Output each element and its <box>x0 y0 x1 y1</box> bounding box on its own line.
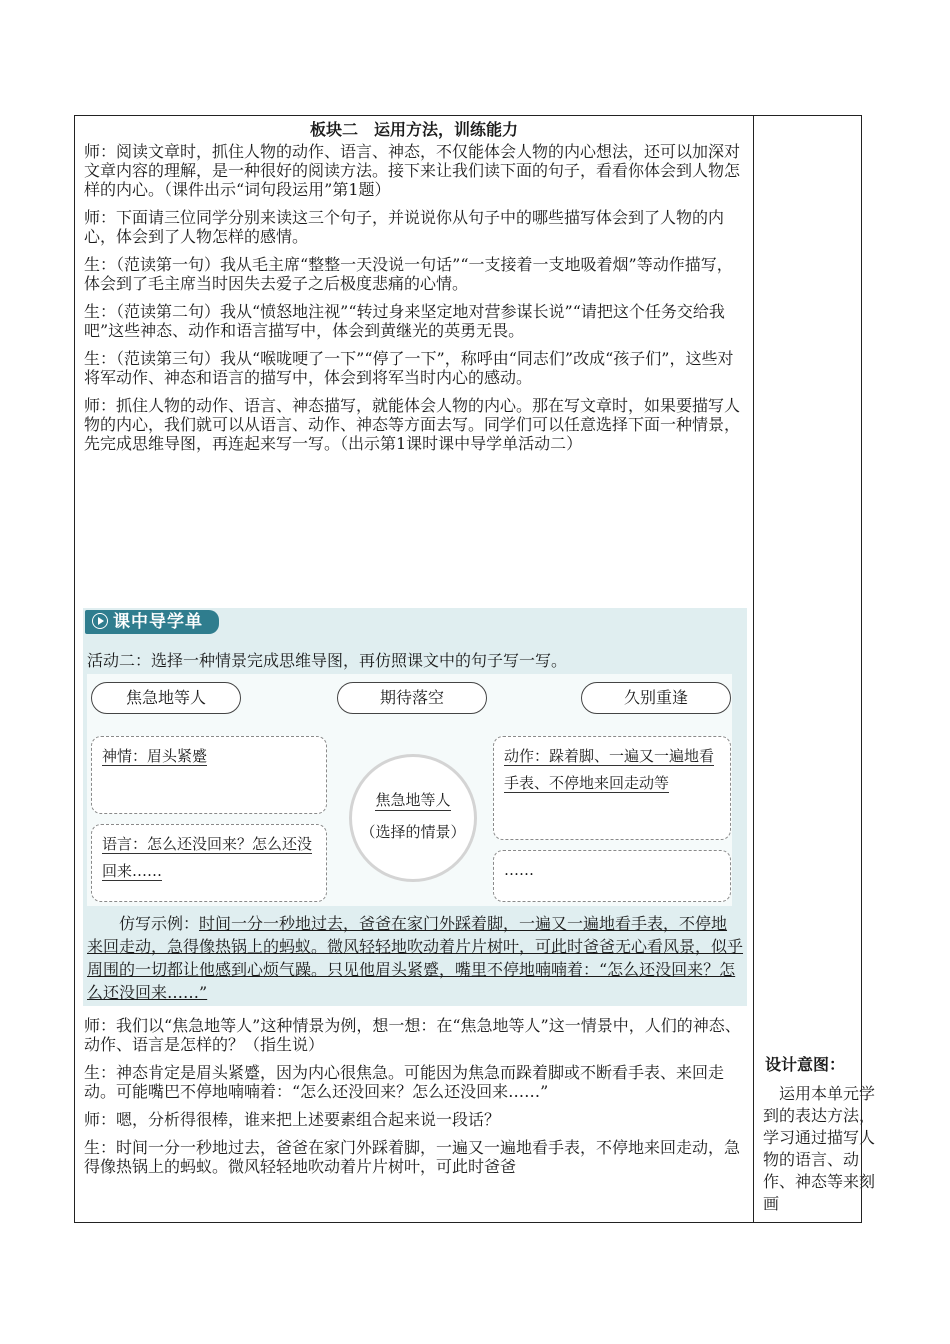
paragraph: 师：阅读文章时，抓住人物的动作、语言、神态，不仅能体会人物的内心想法，还可以加深对文章内容的理解，是一种很好的阅读方法。接下来让我们读下面的句子，看看你体会到人物怎样的内心。（课件出示“词句段运用”第1题） <box>84 142 741 199</box>
section-title: 板块二 运用方法，训练能力 <box>309 120 518 139</box>
paragraph: 师：我们以“焦急地等人”这种情景为例，想一想：在“焦急地等人”这一情景中，人们的神态、动作、语言是怎样的？（指生说） <box>84 1016 741 1054</box>
paragraph: 生：（范读第二句）我从“愤怒地注视”“转过身来坚定地对营参谋长说”“请把这个任务交给我吧”这些神态、动作和语言描写中，体会到黄继光的英勇无畏。 <box>84 302 725 340</box>
worksheet-badge: 课中导学单 <box>85 610 219 634</box>
mind-map <box>87 674 732 906</box>
center-circle <box>349 754 477 882</box>
column-divider <box>753 116 754 1222</box>
expression-box: 神情：眉头紧蹙 <box>91 736 327 814</box>
lower-paragraphs <box>84 1016 744 1176</box>
activity-instruction: 活动二：选择一种情景完成思维导图，再仿照课文中的句子写一写。 <box>87 651 568 670</box>
main-column <box>84 116 744 453</box>
scenario-pill: 期待落空 <box>337 682 487 714</box>
worksheet-panel <box>83 608 747 1006</box>
scenario-pill: 焦急地等人 <box>91 682 241 714</box>
play-icon <box>92 613 108 629</box>
paragraph: 生：时间一分一秒地过去，爸爸在家门外踩着脚，一遍又一遍地看手表，不停地来回走动，急得像热锅上的蚂蚁。微风轻轻地吹动着片片树叶，可此时爸爸 <box>84 1138 741 1176</box>
paragraph: 生：（范读第三句）我从“喉咙哽了一下”“停了一下”，称呼由“同志们”改成“孩子们”，这些对将军动作、神态和语言的描写中，体会到将军当时内心的感动。 <box>84 349 734 387</box>
speech-box: 语言：怎么还没回来？怎么还没回来…… <box>91 824 327 902</box>
paragraph: 生：神态肯定是眉头紧蹙，因为内心很焦急。可能因为焦急而跺着脚或不断看手表、来回走动。可能嘴巴不停地喃喃着：“怎么还没回来？怎么还没回来……” <box>84 1063 725 1101</box>
design-intent-text: 运用本单元学到的表达方法，学习通过描写人物的语言、动作、神态等来刻画 <box>763 1084 876 1213</box>
other-box: …… <box>493 850 731 902</box>
action-box: 动作：跺着脚、一遍又一遍地看手表、不停地来回走动等 <box>493 736 731 840</box>
scenario-pill: 久别重逢 <box>581 682 731 714</box>
center-scenario: 焦急地等人 <box>375 791 451 809</box>
paragraph: 师：抓住人物的动作、语言、神态描写，就能体会人物的内心。那在写文章时，如果要描写人物的内心，我们就可以从语言、动作、神态等方面去写。同学们可以任意选择下面一种情景，先完成思维导图，再连起来写一写。（出示第1课时课中导学单活动二） <box>84 396 741 453</box>
lesson-table <box>74 115 876 1223</box>
paragraph: 生：（范读第一句）我从毛主席“整整一天没说一句话”“一支接着一支地吸着烟”等动作描写，体会到了毛主席当时因失去爱子之后极度悲痛的心情。 <box>84 255 733 293</box>
center-caption: （选择的情景） <box>360 823 466 841</box>
paragraph: 师：下面请三位同学分别来读这三个句子，并说说你从句子中的哪些描写体会到了人物的内心，体会到了人物怎样的感情。 <box>84 208 725 246</box>
example-text: 仿写示例：时间一分一秒地过去，爸爸在家门外踩着脚，一遍又一遍地看手表，不停地来回走动，急得像热锅上的蚂蚁。微风轻轻地吹动着片片树叶，可此时爸爸无心看风景，似乎周围的一切都让他感到心烦气躁。只见他眉头紧蹙，嘴里不停地喃喃着：“怎么还没回来？怎么还没回来……” <box>87 914 744 1002</box>
design-intent-title: 设计意图： <box>765 1055 846 1074</box>
paragraph: 师：嗯，分析得很棒，谁来把上述要素组合起来说一段话？ <box>84 1110 501 1129</box>
